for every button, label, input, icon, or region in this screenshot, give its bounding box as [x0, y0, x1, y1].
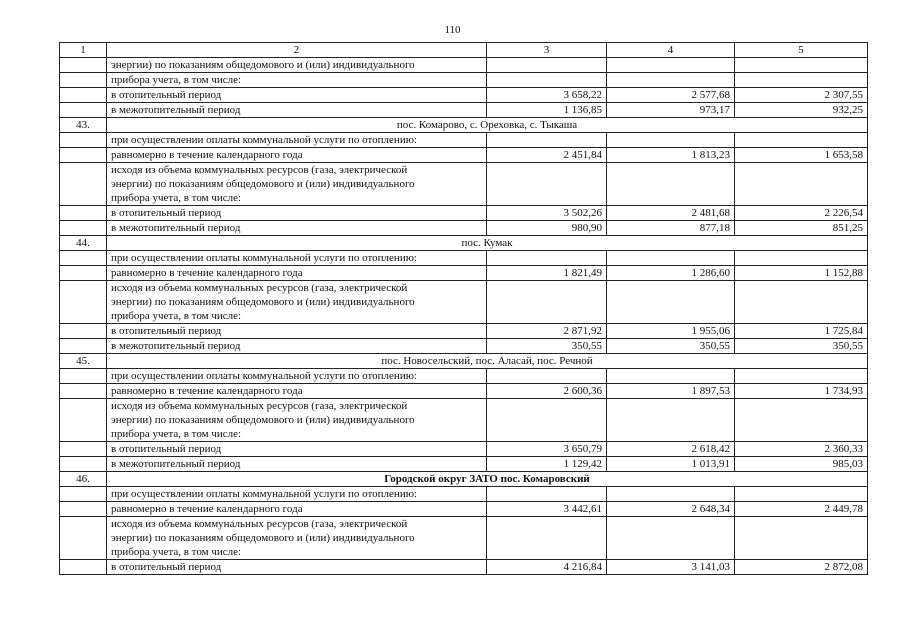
value-col-3	[487, 58, 607, 73]
row-label: равномерно в течение календарного года	[107, 266, 487, 281]
value-col-5: 2 449,78	[735, 502, 868, 517]
row-label: равномерно в течение календарного года	[107, 384, 487, 399]
row-label	[107, 163, 487, 206]
table-row	[60, 502, 868, 517]
row-label: в отопительный период	[107, 324, 487, 339]
value-col-4: 2 648,34	[607, 502, 735, 517]
row-label: в отопительный период	[107, 442, 487, 457]
row-number: 44.	[60, 236, 107, 251]
row-number-cell	[60, 399, 107, 442]
value-col-3: 1 129,42	[487, 457, 607, 472]
value-col-5: 851,25	[735, 221, 868, 236]
value-col-3	[487, 517, 607, 560]
row-label-line: прибора учета, в том числе:	[111, 192, 242, 204]
value-col-3: 2 871,92	[487, 324, 607, 339]
table-row	[60, 339, 868, 354]
value-col-4	[607, 399, 735, 442]
value-col-4: 2 577,68	[607, 88, 735, 103]
value-col-4: 1 955,06	[607, 324, 735, 339]
value-col-4	[607, 281, 735, 324]
row-label: энергии) по показаниям общедомового и (или) индивидуального	[107, 58, 487, 73]
column-header-2: 2	[107, 43, 487, 58]
row-label: равномерно в течение календарного года	[107, 148, 487, 163]
value-col-4: 2 481,68	[607, 206, 735, 221]
value-col-3	[487, 133, 607, 148]
value-col-5: 2 226,54	[735, 206, 868, 221]
value-col-5: 1 653,58	[735, 148, 868, 163]
row-number-cell	[60, 487, 107, 502]
section-row	[60, 118, 868, 133]
value-col-4: 2 618,42	[607, 442, 735, 457]
table-row	[60, 163, 868, 206]
row-label	[107, 281, 487, 324]
row-number: 46.	[60, 472, 107, 487]
table-row	[60, 560, 868, 575]
row-label: в межотопительный период	[107, 457, 487, 472]
table-row	[60, 103, 868, 118]
row-label-line: прибора учета, в том числе:	[111, 428, 242, 440]
value-col-4	[607, 58, 735, 73]
value-col-4: 350,55	[607, 339, 735, 354]
table-row	[60, 399, 868, 442]
column-header-1: 1	[60, 43, 107, 58]
value-col-3: 3 442,61	[487, 502, 607, 517]
row-number-cell	[60, 457, 107, 472]
value-col-3: 3 650,79	[487, 442, 607, 457]
table-row	[60, 457, 868, 472]
value-col-5	[735, 281, 868, 324]
value-col-4: 973,17	[607, 103, 735, 118]
value-col-5: 2 360,33	[735, 442, 868, 457]
row-number-cell	[60, 442, 107, 457]
table-row	[60, 221, 868, 236]
table-row	[60, 281, 868, 324]
value-col-5	[735, 487, 868, 502]
value-col-5	[735, 517, 868, 560]
row-label: в межотопительный период	[107, 339, 487, 354]
section-row	[60, 236, 868, 251]
value-col-5	[735, 399, 868, 442]
row-label-line: прибора учета, в том числе:	[111, 546, 242, 558]
table-row	[60, 73, 868, 88]
row-label	[107, 399, 487, 442]
value-col-3: 980,90	[487, 221, 607, 236]
value-col-5: 2 307,55	[735, 88, 868, 103]
value-col-4: 1 897,53	[607, 384, 735, 399]
table-row	[60, 369, 868, 384]
row-number-cell	[60, 369, 107, 384]
row-label: в межотопительный период	[107, 221, 487, 236]
value-col-5: 1 734,93	[735, 384, 868, 399]
value-col-4	[607, 487, 735, 502]
table-row	[60, 517, 868, 560]
value-col-3	[487, 487, 607, 502]
row-number-cell	[60, 324, 107, 339]
value-col-5: 1 152,88	[735, 266, 868, 281]
section-title: пос. Комарово, с. Ореховка, с. Тыкаша	[107, 118, 868, 133]
row-number-cell	[60, 251, 107, 266]
value-col-4: 877,18	[607, 221, 735, 236]
row-number-cell	[60, 148, 107, 163]
row-label: в отопительный период	[107, 560, 487, 575]
table-row	[60, 206, 868, 221]
row-label: при осуществлении оплаты коммунальной услуги по отоплению:	[107, 251, 487, 266]
value-col-3	[487, 251, 607, 266]
row-number-cell	[60, 502, 107, 517]
row-number-cell	[60, 88, 107, 103]
row-label: в межотопительный период	[107, 103, 487, 118]
row-label: равномерно в течение календарного года	[107, 502, 487, 517]
row-number-cell	[60, 221, 107, 236]
value-col-5	[735, 58, 868, 73]
row-number-cell	[60, 281, 107, 324]
row-label-line: энергии) по показаниям общедомового и (или) индивидуального	[111, 296, 415, 308]
column-header-5: 5	[735, 43, 868, 58]
value-col-3	[487, 73, 607, 88]
value-col-3	[487, 281, 607, 324]
value-col-5: 350,55	[735, 339, 868, 354]
value-col-4	[607, 73, 735, 88]
value-col-5	[735, 133, 868, 148]
section-title: Городской округ ЗАТО пос. Комаровский	[107, 472, 868, 487]
tariff-table	[59, 42, 868, 575]
row-number-cell	[60, 206, 107, 221]
row-label-line: исходя из объема коммунальных ресурсов (газа, электрической	[111, 400, 408, 412]
row-number-cell	[60, 266, 107, 281]
row-number-cell	[60, 163, 107, 206]
value-col-3: 350,55	[487, 339, 607, 354]
row-label-line: исходя из объема коммунальных ресурсов (газа, электрической	[111, 518, 408, 530]
value-col-4: 1 013,91	[607, 457, 735, 472]
row-label: в отопительный период	[107, 206, 487, 221]
table-row	[60, 487, 868, 502]
row-label-line: энергии) по показаниям общедомового и (или) индивидуального	[111, 414, 415, 426]
table-row	[60, 133, 868, 148]
value-col-4	[607, 133, 735, 148]
value-col-3	[487, 163, 607, 206]
row-number: 43.	[60, 118, 107, 133]
section-row	[60, 354, 868, 369]
value-col-4: 3 141,03	[607, 560, 735, 575]
value-col-3: 1 136,85	[487, 103, 607, 118]
value-col-5: 1 725,84	[735, 324, 868, 339]
row-label	[107, 517, 487, 560]
value-col-5	[735, 73, 868, 88]
row-number-cell	[60, 133, 107, 148]
value-col-5: 932,25	[735, 103, 868, 118]
row-number: 45.	[60, 354, 107, 369]
row-number-cell	[60, 517, 107, 560]
value-col-3: 3 502,26	[487, 206, 607, 221]
row-label-line: исходя из объема коммунальных ресурсов (газа, электрической	[111, 164, 408, 176]
row-label: прибора учета, в том числе:	[107, 73, 487, 88]
value-col-3: 1 821,49	[487, 266, 607, 281]
header-row	[60, 43, 868, 58]
value-col-4: 1 286,60	[607, 266, 735, 281]
column-header-3: 3	[487, 43, 607, 58]
value-col-5	[735, 369, 868, 384]
row-label: при осуществлении оплаты коммунальной услуги по отоплению:	[107, 369, 487, 384]
table-row	[60, 88, 868, 103]
value-col-5	[735, 251, 868, 266]
value-col-3: 2 600,36	[487, 384, 607, 399]
section-row	[60, 472, 868, 487]
row-number-cell	[60, 339, 107, 354]
table-row	[60, 58, 868, 73]
value-col-4	[607, 251, 735, 266]
row-label-line: прибора учета, в том числе:	[111, 310, 242, 322]
row-number-cell	[60, 58, 107, 73]
value-col-5: 985,03	[735, 457, 868, 472]
row-label-line: энергии) по показаниям общедомового и (или) индивидуального	[111, 532, 415, 544]
row-number-cell	[60, 384, 107, 399]
table-row	[60, 266, 868, 281]
value-col-3: 4 216,84	[487, 560, 607, 575]
section-title: пос. Кумак	[107, 236, 868, 251]
table-row	[60, 384, 868, 399]
table-row	[60, 324, 868, 339]
row-number-cell	[60, 560, 107, 575]
value-col-4: 1 813,23	[607, 148, 735, 163]
value-col-3: 2 451,84	[487, 148, 607, 163]
value-col-3	[487, 369, 607, 384]
row-number-cell	[60, 73, 107, 88]
value-col-4	[607, 163, 735, 206]
value-col-5	[735, 163, 868, 206]
value-col-3: 3 658,22	[487, 88, 607, 103]
row-label: в отопительный период	[107, 88, 487, 103]
page-number: 110	[444, 24, 461, 36]
row-label: при осуществлении оплаты коммунальной услуги по отоплению:	[107, 133, 487, 148]
table-row	[60, 442, 868, 457]
value-col-4	[607, 517, 735, 560]
column-header-4: 4	[607, 43, 735, 58]
table-row	[60, 251, 868, 266]
row-label: при осуществлении оплаты коммунальной услуги по отоплению:	[107, 487, 487, 502]
value-col-3	[487, 399, 607, 442]
section-title: пос. Новосельский, пос. Аласай, пос. Речной	[107, 354, 868, 369]
value-col-4	[607, 369, 735, 384]
value-col-5: 2 872,08	[735, 560, 868, 575]
row-label-line: исходя из объема коммунальных ресурсов (газа, электрической	[111, 282, 408, 294]
row-label-line: энергии) по показаниям общедомового и (или) индивидуального	[111, 178, 415, 190]
table-row	[60, 148, 868, 163]
row-number-cell	[60, 103, 107, 118]
